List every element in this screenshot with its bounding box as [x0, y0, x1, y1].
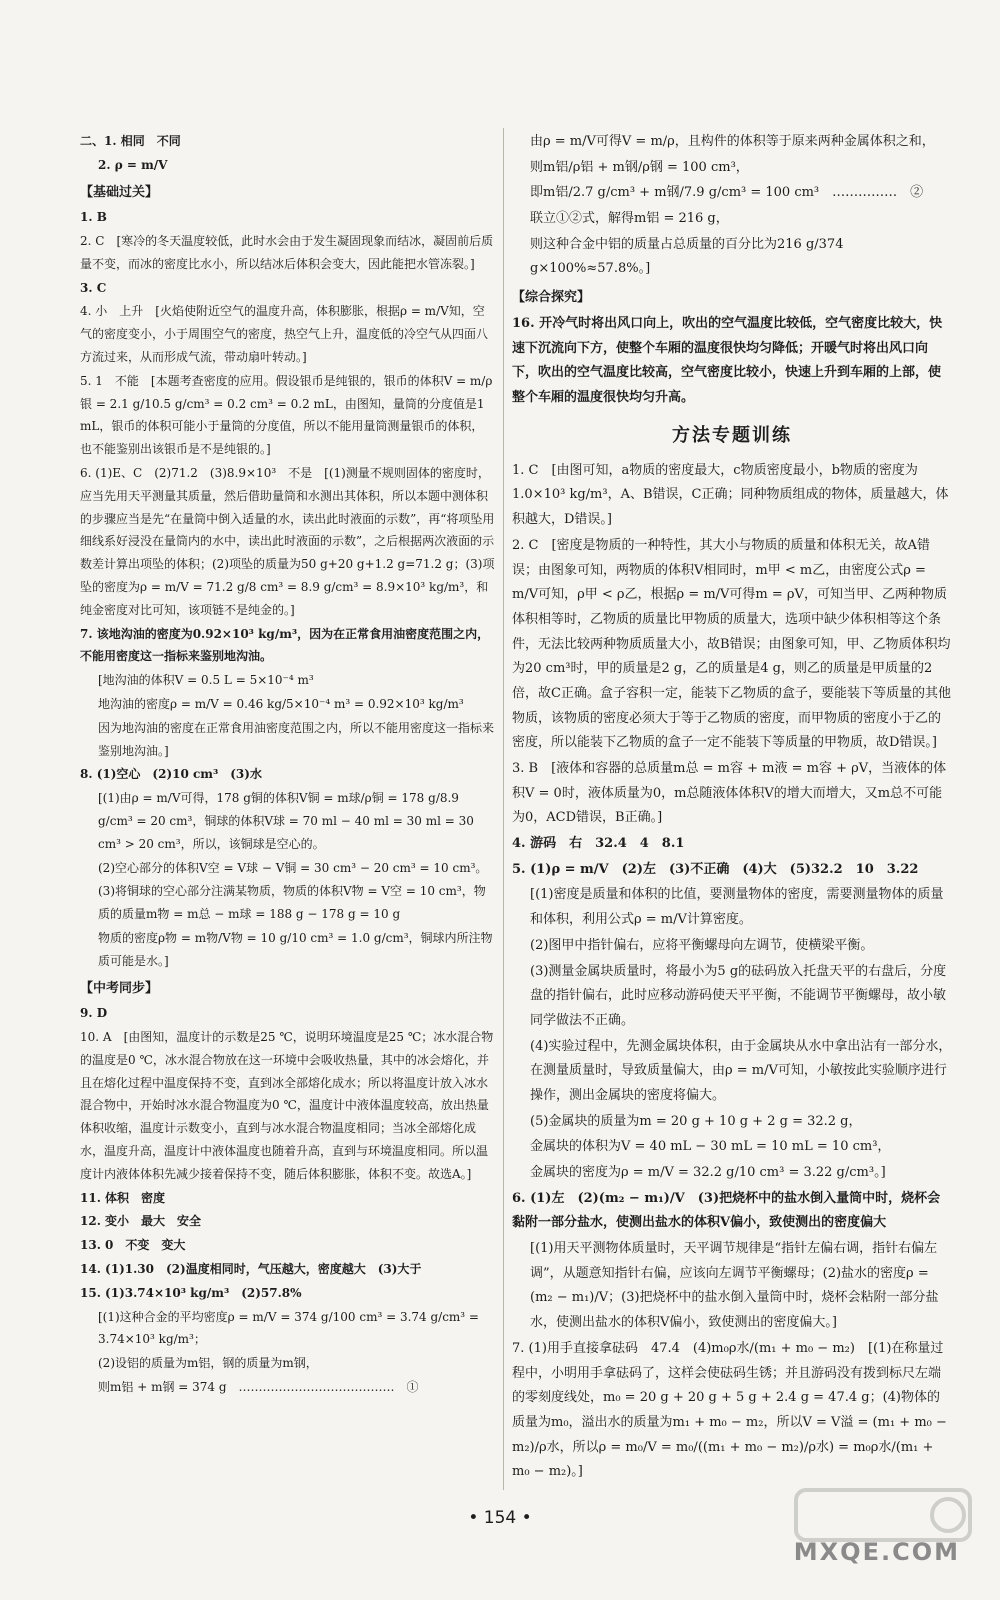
- page-number: • 154 •: [468, 1508, 532, 1528]
- section-tag: 【基础过关】: [80, 184, 159, 200]
- answer-item: [地沟油的体积V = 0.5 L = 5×10⁻⁴ m³: [98, 673, 314, 688]
- watermark-text: MXQE.COM: [793, 1538, 960, 1567]
- answer-item: 16. 开冷气时将出风口向上，吹出的空气温度比较低，空气密度比较大，快速下沉流向下方，使整个车厢的温度很快均匀降低；开暖气时将出风口向下，吹出的空气温度比较高，空气密度比较小，快速上升到车厢的上部，使整个车厢的温度很快均匀升高。: [512, 315, 943, 405]
- answer-item: 1. C [由图可知，a物质的密度最大，c物质密度最小，b物质的密度为1.0×10³ kg/m³，A、B错误，C正确；同种物质组成的物体，质量越大，体积越大，D错误。]: [512, 462, 949, 528]
- answer-item: [(1)密度是质量和体积的比值，要测量物体的密度，需要测量物体的质量和体积，利用公式ρ = m/V计算密度。: [530, 887, 944, 928]
- left-column: [80, 130, 495, 1400]
- answer-item: 12. 变小 最大 安全: [80, 1214, 202, 1229]
- answer-item: 8. (1)空心 (2)10 cm³ (3)水: [80, 767, 262, 782]
- answer-item: 7. (1)用手直接拿砝码 47.4 (4)m₀ρ水/(m₁ + m₀ − m₂) [(1)在称量过程中，小明用手拿砝码了，这样会使砝码生锈；并且游码没有拨到标尺左端的零刻度线处，m₀ = 20 g + 20 g + 5 g + 2.4 g = 47.4 g；(4)物体的质量为m₀，溢出水的质量为m₁ + m₀ − m₂，所以V = V溢 = (m₁ + m₀ − m₂)/ρ水，所以ρ = m₀/V = m₀/((m₁ + m₀ − m₂)/ρ水) = m₀ρ水/(m₁ + m₀ − m₂)。]: [512, 1340, 947, 1480]
- section-tag: 【中考同步】: [80, 980, 159, 996]
- answer-item: 1. B: [80, 210, 107, 225]
- answer-item: (2)设铝的质量为m铝，钢的质量为m钢，: [98, 1356, 318, 1371]
- answer-item: 5. 1 不能 [本题考查密度的应用。假设银币是纯银的，银币的体积V = m/ρ银 = 2.1 g/10.5 g/cm³ = 0.2 cm³ = 0.2 mL，由图知，量筒的分度值是1 mL，银币的体积可能小于量筒的分度值，所以不能用量筒测量银币的体积，也不能鉴别出该银币是不是纯银的。]: [80, 373, 493, 457]
- answer-item: 3. B [液体和容器的总质量m总 = m容 + m液 = m容 + ρV，当液体的体积V = 0时，液体质量为0，m总随液体体积V的增大而增大，又m总不可能为0，ACD错误，B正确。]: [512, 761, 947, 826]
- answer-item: 金属块的密度为ρ = m/V = 32.2 g/10 cm³ = 3.22 g/cm³。]: [530, 1165, 886, 1180]
- answer-item: 则m铝 + m钢 = 374 g ………………………………… ①: [98, 1380, 419, 1395]
- answer-item: (3)测量金属块质量时，将最小为5 g的砝码放入托盘天平的右盘后，分度盘的指针偏右，此时应移动游码使天平平衡，不能调节平衡螺母，故小敏同学做法不正确。: [530, 963, 947, 1028]
- answer-item: 4. 游码 右 32.4 4 8.1: [512, 836, 685, 852]
- answer-item: (4)实验过程中，先测金属块体积，由于金属块从水中拿出沾有一部分水，在测量质量时，导致质量偏大，由ρ = m/V可知，小敏按此实验顺序进行操作，测出金属块的密度将偏大。: [530, 1038, 952, 1103]
- answer-item: 由ρ = m/V可得V = m/ρ，且构件的体积等于原来两种金属体积之和，: [530, 134, 935, 149]
- answer-item: 则这种合金中铝的质量占总质量的百分比为216 g/374 g×100%≈57.8%。]: [530, 236, 844, 277]
- answer-item: 9. D: [80, 1006, 108, 1021]
- answer-item: [(1)用天平测物体质量时，天平调节规律是“指针左偏右调，指针右偏左调”，从题意知指针右偏，应该向左调节平衡螺母；(2)盐水的密度ρ = (m₂ − m₁)/V；(3)把烧杯中的盐水倒入量筒中时，烧杯会粘附一部分盐水，使测出盐水的体积V偏小，致使测出的密度偏大。]: [530, 1241, 939, 1331]
- answer-item: 金属块的体积为V = 40 mL − 30 mL = 10 mL = 10 cm³，: [530, 1139, 891, 1155]
- answer-item: 联立①②式，解得m铝 = 216 g，: [530, 211, 729, 227]
- answer-item: 6. (1)E、C (2)71.2 (3)8.9×10³ 不是 [(1)测量不规则固体的密度时，应当先用天平测量其质量，然后借助量筒和水测出其体积，所以本题中测体积的步骤应当是先“在量筒中倒入适量的水，读出此时液面的示数”，再“将项坠用细线系好浸没在量筒内的水中，读出此时液面的示数”，之后根据两次液面的示数差计算出项坠的体积；(2)项坠的质量为50 g+20 g+1.2 g=71.2 g；(3)项坠的密度为ρ = m/V = 71.2 g/8 cm³ = 8.9 g/cm³ = 8.9×10³ kg/m³，和纯金密度对比可知，该项链不是纯金的。]: [80, 466, 495, 617]
- answer-item: [(1)由ρ = m/V可得，178 g铜的体积V铜 = m球/ρ铜 = 178 g/8.9 g/cm³ = 20 cm³，铜球的体积V球 = 70 ml − 40 ml = 30 ml = 30 cm³ > 20 cm³，所以，该铜球是空心的。: [98, 791, 474, 851]
- answer-item: (2)图甲中指针偏右，应将平衡螺母向左调节，使横梁平衡。: [530, 937, 874, 953]
- answer-item: 6. (1)左 (2)(m₂ − m₁)/V (3)把烧杯中的盐水倒入量筒中时，烧杯会黏附一部分盐水，使测出盐水的体积V偏小，致使测出的密度偏大: [512, 1190, 941, 1231]
- answer-item: 则m铝/ρ铝 + m钢/ρ钢 = 100 cm³，: [530, 159, 749, 175]
- answer-item: (2)空心部分的体积V空 = V球 − V铜 = 30 cm³ − 20 cm³ = 10 cm³。: [98, 860, 488, 875]
- answer-item: 2. C [密度是物质的一种特性，其大小与物质的质量和体积无关，故A错误；由图象可知，两物质的体积V相同时，m甲 < m乙，由密度公式ρ = m/V可知，ρ甲 < ρ乙，根据ρ = m/V可得m = ρV，可知当甲、乙两种物质体积相等时，乙物质的质量比甲物质的质量大，选项中缺少体积相等这个条件，无法比较两种物质质量大小，故B错误；由图象可知，甲、乙物质体积均为20 cm³时，甲的质量是2 g，乙的质量是4 g，则乙的质量是甲质量的2倍，故C正确。盒子容积一定，能装下乙物质的盒子，要能装下等质量的其他物质，该物质的密度必须大于等于乙物质的密度，而甲物质的密度小于乙的密度，所以能装下乙物质的盒子一定不能装下等质量的甲物质，故D错误。]: [512, 537, 951, 751]
- column-divider: [503, 128, 504, 1490]
- answer-item: 3. C: [80, 280, 107, 295]
- answer-item: 11. 体积 密度: [80, 1190, 166, 1205]
- answer-item: 二、1. 相同 不同: [80, 134, 181, 148]
- section-heading: 方法专题训练: [672, 424, 792, 446]
- section-tag: 【综合探究】: [512, 290, 591, 306]
- answer-item: 5. (1)ρ = m/V (2)左 (3)不正确 (4)大 (5)32.2 10 3.22: [512, 861, 919, 877]
- answer-item: (3)将铜球的空心部分注满某物质，物质的体积V物 = V空 = 10 cm³，物质的质量m物 = m总 − m球 = 188 g − 178 g = 10 g: [98, 884, 486, 922]
- answer-item: 2. C [寒冷的冬天温度较低，此时水会由于发生凝固现象而结冰，凝固前后质量不变，而冰的密度比水小，所以结冰后体积会变大，因此能把水管冻裂。]: [80, 234, 494, 271]
- answer-item: 2. ρ = m/V: [98, 157, 168, 172]
- answer-item: 地沟油的密度ρ = m/V = 0.46 kg/5×10⁻⁴ m³ = 0.92×10³ kg/m³: [98, 697, 464, 712]
- answer-item: [(1)这种合金的平均密度ρ = m/V = 374 g/100 cm³ = 3.74 g/cm³ = 3.74×10³ kg/m³；: [98, 1309, 479, 1347]
- answer-item: 10. A [由图知，温度计的示数是25 ℃，说明环境温度是25 ℃；冰水混合物的温度是0 ℃，冰水混合物放在这一环境中会吸收热量，其中的冰会熔化，并且在熔化过程中温度保持不变，直到冰全部熔化成水；所以将温度计放入冰水混合物中，开始时冰水混合物温度为0 ℃，温度计中液体温度较高，放出热量体积收缩，温度计示数变小，直到与冰水混合物温度相同；当冰全部熔化成水，温度升高，温度计中液体温度也随着升高，直到与环境温度相同。所以温度计内液体体积先减少接着保持不变，随后体积膨胀，体积不变。故选A。]: [80, 1030, 494, 1181]
- answer-item: 15. (1)3.74×10³ kg/m³ (2)57.8%: [80, 1285, 302, 1300]
- answer-item: 7. 该地沟油的密度为0.92×10³ kg/m³，因为在正常食用油密度范围之内，不能用密度这一指标来鉴别地沟油。: [80, 626, 490, 664]
- right-column: [512, 130, 952, 1486]
- answer-item: 14. (1)1.30 (2)温度相同时，气压越大，密度越大 (3)大于: [80, 1262, 422, 1277]
- answer-item: 物质的密度ρ物 = m物/V物 = 10 g/10 cm³ = 1.0 g/cm³，铜球内所注物质可能是水。]: [98, 930, 493, 968]
- answer-item: 13. 0 不变 变大: [80, 1238, 186, 1253]
- answer-item: 4. 小 上升 [火焰使附近空气的温度升高，体积膨胀，根据ρ = m/V知，空气的密度变小，小于周围空气的密度，热空气上升，温度低的冷空气从四面八方流过来，从而形成气流，带动扇叶转动。]: [80, 304, 489, 365]
- answer-item: (5)金属块的质量为m = 20 g + 10 g + 2 g = 32.2 g，: [530, 1113, 862, 1129]
- answer-item: 即m铝/2.7 g/cm³ + m钢/7.9 g/cm³ = 100 cm³ …………… ②: [530, 185, 924, 201]
- answer-item: 因为地沟油的密度在正常食用油密度范围之内，所以不能用密度这一指标来鉴别地沟油。]: [98, 720, 495, 758]
